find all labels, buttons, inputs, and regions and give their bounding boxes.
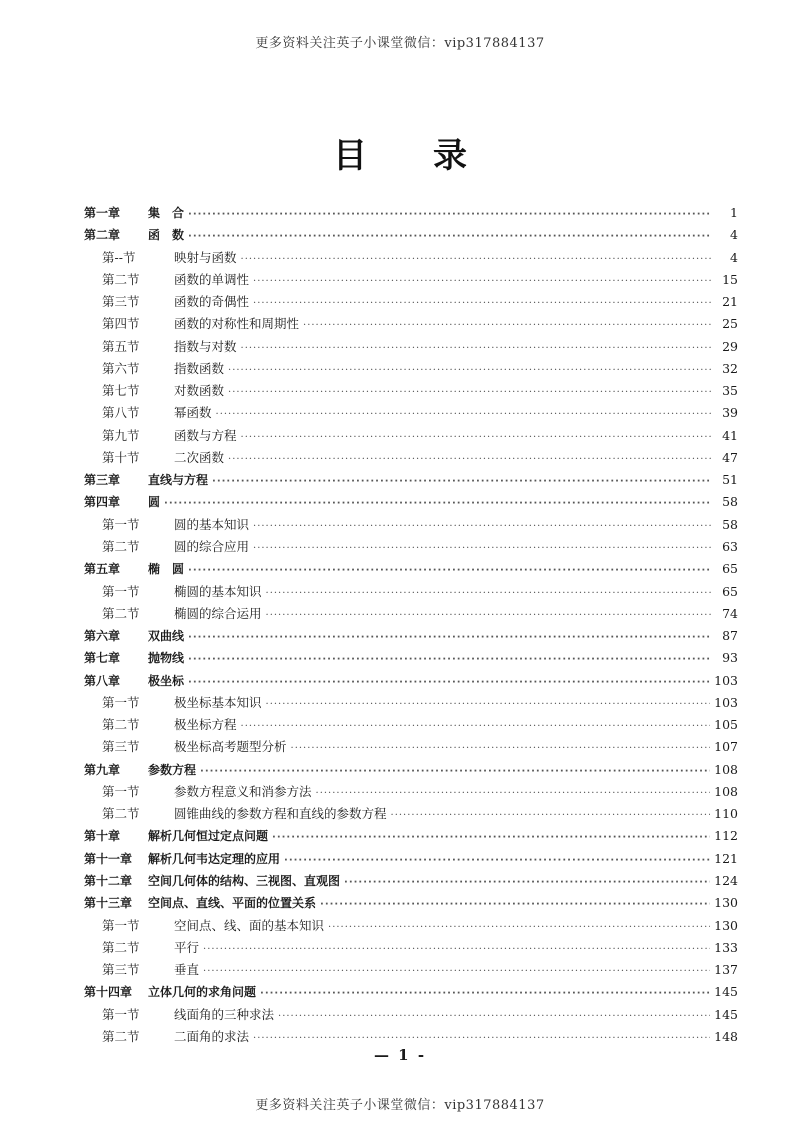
toc-entry-title: 幂函数 — [174, 405, 212, 421]
toc-entry-label: 第五节 — [102, 338, 140, 354]
toc-section-row — [84, 581, 738, 603]
toc-section-row — [84, 714, 738, 736]
toc-entry-title: 函数的奇偶性 — [174, 294, 250, 310]
toc-section-row — [84, 514, 738, 536]
toc-entry-label: 第二节 — [102, 605, 140, 621]
dot-leader — [188, 649, 712, 671]
toc-entry-page: 58 — [722, 494, 738, 510]
toc-entry-label: 第八章 — [84, 673, 121, 688]
toc-section-row — [84, 247, 738, 269]
dot-leader — [200, 761, 710, 783]
toc-entry-label: 第二节 — [102, 806, 140, 822]
toc-entry-title: 函 数 — [148, 228, 185, 243]
toc-section-row — [84, 313, 738, 335]
toc-section-row — [84, 603, 738, 625]
toc-entry-title: 函数的对称性和周期性 — [174, 316, 300, 332]
toc-entry-label: 第二节 — [102, 1028, 140, 1044]
toc-entry-page: 39 — [722, 405, 738, 421]
toc-entry-title: 椭圆的综合运用 — [174, 605, 262, 621]
dot-leader — [316, 783, 711, 805]
toc-entry-label: 第三节 — [102, 294, 140, 310]
toc-entry-page: 4 — [730, 249, 738, 265]
toc-section-row — [84, 402, 738, 424]
title-char-1: 目 — [333, 136, 367, 176]
toc-entry-title: 函数的单调性 — [174, 271, 250, 287]
toc-entry-page: 25 — [722, 316, 738, 332]
toc-entry-label: 第九章 — [84, 762, 121, 777]
dot-leader — [203, 961, 710, 983]
toc-entry-title: 指数与对数 — [174, 338, 237, 354]
toc-entry-label: 第二章 — [84, 228, 121, 243]
toc-section-row — [84, 1004, 738, 1026]
toc-entry-page: 35 — [722, 383, 738, 399]
dot-leader — [253, 516, 712, 538]
dot-leader — [212, 471, 712, 493]
dot-leader — [241, 338, 712, 360]
toc-section-row — [84, 959, 738, 981]
toc-entry-title: 二面角的求法 — [174, 1028, 250, 1044]
dot-leader — [241, 249, 712, 271]
toc-section-row — [84, 692, 738, 714]
toc-entry-title: 映射与函数 — [174, 249, 237, 265]
toc-chapter-row — [84, 981, 738, 1003]
toc-entry-title: 极坐标高考题型分析 — [174, 739, 287, 755]
dot-leader — [260, 983, 710, 1005]
toc-entry-title: 立体几何的求角问题 — [148, 985, 257, 1000]
toc-entry-label: 第十三章 — [84, 896, 133, 911]
toc-entry-label: 第三节 — [102, 739, 140, 755]
dot-leader — [228, 360, 712, 382]
toc-entry-label: 第一章 — [84, 206, 121, 220]
dot-leader — [391, 805, 711, 827]
toc-section-row — [84, 269, 738, 291]
toc-entry-page: 65 — [722, 583, 738, 599]
toc-entry-title: 圆的基本知识 — [174, 516, 250, 532]
toc-entry-title: 集 合 — [148, 206, 185, 220]
toc-entry-page: 87 — [722, 628, 738, 644]
toc-entry-label: 第十一章 — [84, 851, 133, 866]
toc-entry-title: 对数函数 — [174, 383, 225, 399]
dot-leader — [291, 738, 711, 760]
toc-entry-page: 124 — [714, 872, 738, 888]
dot-leader — [188, 226, 712, 248]
dot-leader — [188, 560, 712, 582]
toc-entry-title: 解析几何韦达定理的应用 — [148, 851, 281, 866]
toc-entry-page: 15 — [722, 271, 738, 287]
toc-entry-title: 线面角的三种求法 — [174, 1006, 275, 1022]
toc-entry-label: 第五章 — [84, 562, 121, 577]
toc-section-row — [84, 803, 738, 825]
toc-entry-title: 圆锥曲线的参数方程和直线的参数方程 — [174, 806, 387, 822]
toc-entry-page: 107 — [714, 739, 738, 755]
footer-watermark: 更多资料关注英子小课堂微信：vip317884137 — [255, 1098, 545, 1113]
toc-chapter-row — [84, 202, 738, 224]
toc-entry-page: 21 — [722, 294, 738, 310]
toc-entry-label: 第二节 — [102, 271, 140, 287]
toc-section-row — [84, 447, 738, 469]
toc-entry-title: 极坐标 — [148, 673, 185, 688]
dot-leader — [188, 627, 712, 649]
toc-entry-label: 第一节 — [102, 783, 140, 799]
toc-entry-title: 直线与方程 — [148, 473, 209, 488]
toc-entry-label: 第二节 — [102, 939, 140, 955]
toc-entry-page: 137 — [714, 962, 738, 978]
toc-entry-title: 参数方程意义和消参方法 — [174, 783, 312, 799]
toc-section-row — [84, 336, 738, 358]
toc-entry-label: 第六节 — [102, 360, 140, 376]
toc-entry-label: 第三章 — [84, 473, 121, 488]
dot-leader — [266, 605, 712, 627]
toc-entry-page: 112 — [714, 828, 738, 844]
toc-entry-title: 二次函数 — [174, 449, 225, 465]
toc-entry-page: 47 — [722, 449, 738, 465]
dot-leader — [241, 716, 711, 738]
toc-entry-label: 第六章 — [84, 629, 121, 644]
dot-leader — [320, 894, 710, 916]
dot-leader — [203, 939, 710, 961]
toc-section-row — [84, 781, 738, 803]
toc-section-row — [84, 425, 738, 447]
toc-entry-label: 第八节 — [102, 405, 140, 421]
toc-entry-page: 133 — [714, 939, 738, 955]
toc-entry-title: 圆 — [148, 495, 161, 510]
dot-leader — [344, 872, 710, 894]
toc-chapter-row — [84, 224, 738, 246]
toc-chapter-row — [84, 848, 738, 870]
dot-leader — [228, 382, 712, 404]
toc-entry-title: 极坐标基本知识 — [174, 694, 262, 710]
toc-entry-page: 145 — [714, 984, 738, 1000]
header-watermark: 更多资料关注英子小课堂微信：vip317884137 — [255, 36, 545, 51]
toc-entry-label: 第三节 — [102, 962, 140, 978]
toc-entry-page: 74 — [722, 605, 738, 621]
toc-chapter-row — [84, 825, 738, 847]
dot-leader — [328, 917, 710, 939]
toc-entry-page: 108 — [714, 783, 738, 799]
toc-entry-page: 1 — [730, 205, 738, 220]
toc-entry-label: 第二节 — [102, 717, 140, 733]
toc-entry-page: 58 — [722, 516, 738, 532]
toc-entry-title: 椭 圆 — [148, 562, 185, 577]
toc-entry-label: 第--节 — [102, 249, 136, 265]
toc-entry-page: 65 — [722, 561, 738, 577]
dot-leader — [253, 271, 712, 293]
toc-chapter-row — [84, 892, 738, 914]
toc-entry-label: 第二节 — [102, 538, 140, 554]
dot-leader — [241, 427, 712, 449]
toc-chapter-row — [84, 647, 738, 669]
toc-entry-label: 第十四章 — [84, 985, 133, 1000]
toc-entry-label: 第十章 — [84, 829, 121, 844]
toc-entry-page: 130 — [714, 917, 738, 933]
toc-section-row — [84, 380, 738, 402]
toc-entry-title: 解析几何恒过定点问题 — [148, 829, 269, 844]
toc-section-row — [84, 736, 738, 758]
toc-entry-label: 第四节 — [102, 316, 140, 332]
toc-entry-title: 空间几何体的结构、三视图、直观图 — [148, 873, 341, 888]
toc-entry-label: 第四章 — [84, 495, 121, 510]
dot-leader — [303, 315, 712, 337]
toc-entry-title: 平行 — [174, 939, 200, 955]
toc-section-row — [84, 536, 738, 558]
toc-entry-page: 110 — [714, 806, 738, 822]
toc-entry-page: 51 — [722, 472, 738, 488]
toc-entry-label: 第七节 — [102, 383, 140, 399]
toc-section-row — [84, 937, 738, 959]
toc-chapter-row — [84, 670, 738, 692]
toc-entry-title: 垂直 — [174, 962, 200, 978]
page-title — [0, 128, 800, 177]
toc-entry-page: 148 — [714, 1028, 738, 1044]
toc-entry-label: 第一节 — [102, 516, 140, 532]
toc-entry-title: 指数函数 — [174, 360, 225, 376]
toc-entry-label: 第十节 — [102, 449, 140, 465]
page-number: — 1 - — [373, 1046, 427, 1064]
toc-entry-label: 第七章 — [84, 651, 121, 666]
toc-entry-title: 空间点、直线、平面的位置关系 — [148, 896, 317, 911]
dot-leader — [284, 850, 710, 872]
title-char-2: 录 — [433, 136, 467, 176]
dot-leader — [272, 827, 710, 849]
toc-entry-page: 108 — [714, 761, 738, 777]
toc-section-row — [84, 291, 738, 313]
dot-leader — [278, 1006, 710, 1028]
toc-entry-page: 145 — [714, 1006, 738, 1022]
toc-entry-title: 椭圆的基本知识 — [174, 583, 262, 599]
toc-entry-page: 63 — [722, 538, 738, 554]
dot-leader — [266, 694, 711, 716]
toc-entry-title: 函数与方程 — [174, 427, 237, 443]
toc-entry-title: 抛物线 — [148, 651, 185, 666]
dot-leader — [253, 293, 712, 315]
toc-entry-page: 121 — [714, 850, 738, 866]
toc-entry-page: 130 — [714, 895, 738, 911]
toc-entry-label: 第九节 — [102, 427, 140, 443]
toc-entry-page: 4 — [730, 227, 738, 243]
toc-chapter-row — [84, 469, 738, 491]
toc-chapter-row — [84, 625, 738, 647]
toc-entry-label: 第一节 — [102, 583, 140, 599]
toc-entry-page: 29 — [722, 338, 738, 354]
toc-entry-page: 93 — [722, 650, 738, 666]
toc-entry-page: 41 — [722, 427, 738, 443]
toc-entry-title: 空间点、线、面的基本知识 — [174, 917, 325, 933]
toc-entry-page: 105 — [714, 717, 738, 733]
toc-chapter-row — [84, 558, 738, 580]
dot-leader — [253, 538, 712, 560]
toc-chapter-row — [84, 870, 738, 892]
dot-leader — [188, 672, 710, 694]
toc-entry-page: 103 — [714, 694, 738, 710]
toc-entry-label: 第一节 — [102, 1006, 140, 1022]
toc-entry-label: 第一节 — [102, 694, 140, 710]
toc-chapter-row — [84, 759, 738, 781]
dot-leader — [188, 204, 712, 226]
toc-entry-title: 双曲线 — [148, 629, 185, 644]
toc-entry-label: 第十二章 — [84, 873, 133, 888]
toc-section-row — [84, 358, 738, 380]
toc-entry-label: 第一节 — [102, 917, 140, 933]
dot-leader — [216, 404, 712, 426]
toc-section-row — [84, 915, 738, 937]
toc-chapter-row — [84, 491, 738, 513]
dot-leader — [228, 449, 712, 471]
toc-entry-title: 极坐标方程 — [174, 717, 237, 733]
table-of-contents — [84, 202, 738, 1048]
toc-section-row — [84, 1026, 738, 1048]
toc-entry-title: 圆的综合应用 — [174, 538, 250, 554]
dot-leader — [266, 583, 712, 605]
toc-entry-title: 参数方程 — [148, 762, 197, 777]
dot-leader — [164, 493, 712, 515]
toc-entry-page: 32 — [722, 360, 738, 376]
toc-entry-page: 103 — [714, 672, 738, 688]
